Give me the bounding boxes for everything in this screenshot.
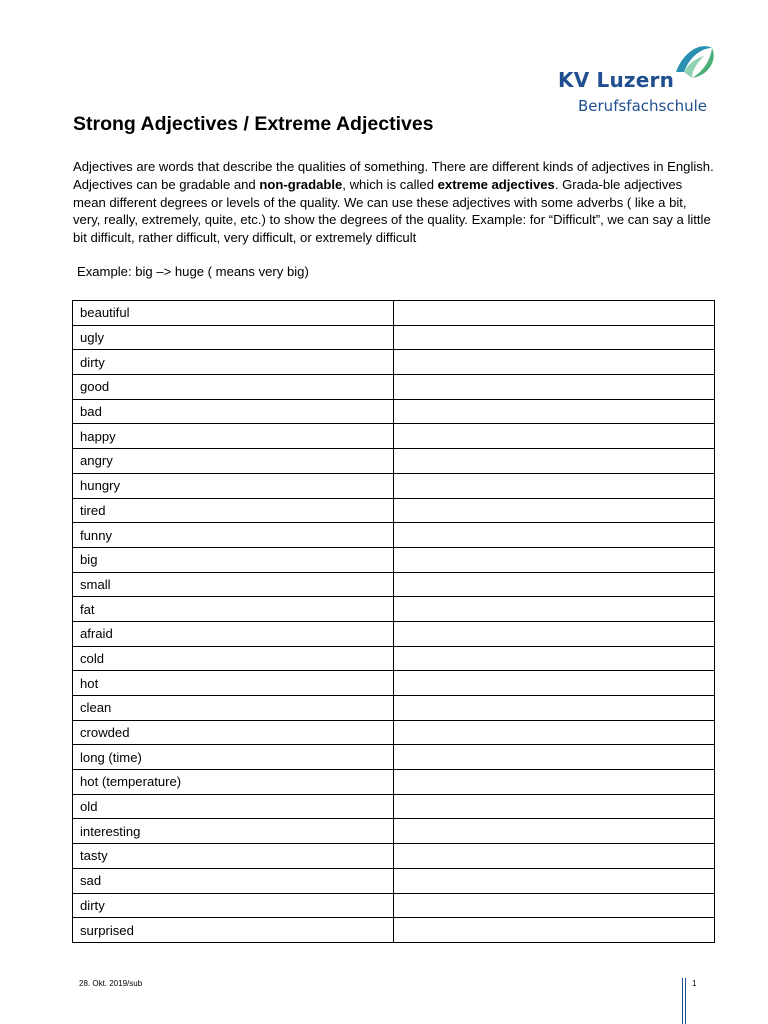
document-title: Strong Adjectives / Extreme Adjectives (73, 113, 434, 135)
adjective-cell: hot (temperature) (73, 770, 394, 795)
answer-cell (394, 745, 715, 770)
answer-cell (394, 449, 715, 474)
footer-divider (682, 978, 686, 1024)
logo-name: KV Luzern (558, 68, 675, 92)
answer-cell (394, 868, 715, 893)
adjective-cell: happy (73, 424, 394, 449)
adjectives-table (72, 300, 715, 943)
table-row (73, 449, 715, 474)
answer-cell (394, 720, 715, 745)
table-row (73, 399, 715, 424)
answer-cell (394, 844, 715, 869)
table-row (73, 696, 715, 721)
table-row (73, 375, 715, 400)
table-row (73, 844, 715, 869)
adjective-cell: funny (73, 523, 394, 548)
table-row (73, 523, 715, 548)
table-row (73, 325, 715, 350)
intro-bold-non-gradable: non-gradable (259, 176, 343, 192)
answer-cell (394, 794, 715, 819)
intro-text-1: Adjectives are words that describe the qualities of something. There are different kinds of adjectives in English. Adjectives can be gradable and (73, 159, 714, 192)
answer-cell (394, 473, 715, 498)
adjective-cell: big (73, 547, 394, 572)
adjective-cell: good (73, 375, 394, 400)
adjective-cell: afraid (73, 621, 394, 646)
table-row (73, 498, 715, 523)
adjective-cell: beautiful (73, 301, 394, 326)
intro-text-3: . Grada-ble adjectives mean different degrees or levels of the quality. We can use these adjectives with some adverbs ( like a bit, very, really, extremely, quite, etc.) to show the degrees of the quality. Example: for “Difficult”, we can say a little bit difficult, rather difficult, very difficult, or extremely difficult (73, 176, 711, 246)
adjective-cell: long (time) (73, 745, 394, 770)
answer-cell (394, 325, 715, 350)
answer-cell (394, 301, 715, 326)
table-row (73, 301, 715, 326)
intro-bold-extreme-adjectives: extreme adjectives (437, 176, 555, 192)
table-row (73, 572, 715, 597)
example-line: Example: big –> huge ( means very big) (77, 264, 309, 279)
page-number: 1 (692, 979, 697, 988)
adjective-cell: dirty (73, 350, 394, 375)
adjective-cell: dirty (73, 893, 394, 918)
adjective-cell: bad (73, 399, 394, 424)
answer-cell (394, 671, 715, 696)
answer-cell (394, 646, 715, 671)
answer-cell (394, 918, 715, 943)
answer-cell (394, 770, 715, 795)
table-row (73, 350, 715, 375)
adjective-cell: small (73, 572, 394, 597)
answer-cell (394, 893, 715, 918)
logo-subtitle: Berufsfachschule (578, 97, 707, 115)
adjective-cell: crowded (73, 720, 394, 745)
table-row (73, 819, 715, 844)
footer-date: 28. Okt. 2019/sub (79, 979, 143, 988)
kv-luzern-logo-icon (672, 42, 716, 82)
adjective-cell: tasty (73, 844, 394, 869)
table-row (73, 547, 715, 572)
adjective-cell: angry (73, 449, 394, 474)
answer-cell (394, 498, 715, 523)
adjective-cell: clean (73, 696, 394, 721)
adjective-cell: fat (73, 597, 394, 622)
table-row (73, 424, 715, 449)
table-row (73, 918, 715, 943)
adjective-cell: old (73, 794, 394, 819)
table-row (73, 770, 715, 795)
answer-cell (394, 819, 715, 844)
answer-cell (394, 523, 715, 548)
answer-cell (394, 375, 715, 400)
adjective-cell: hot (73, 671, 394, 696)
table-row (73, 671, 715, 696)
table-row (73, 621, 715, 646)
answer-cell (394, 696, 715, 721)
table-row (73, 473, 715, 498)
intro-paragraph (73, 158, 715, 247)
table-row (73, 794, 715, 819)
adjective-cell: interesting (73, 819, 394, 844)
answer-cell (394, 572, 715, 597)
adjective-cell: tired (73, 498, 394, 523)
answer-cell (394, 597, 715, 622)
adjective-cell: cold (73, 646, 394, 671)
adjective-cell: ugly (73, 325, 394, 350)
answer-cell (394, 350, 715, 375)
adjectives-table-body (73, 301, 715, 943)
table-row (73, 720, 715, 745)
table-row (73, 893, 715, 918)
adjective-cell: sad (73, 868, 394, 893)
table-row (73, 646, 715, 671)
answer-cell (394, 621, 715, 646)
adjective-cell: surprised (73, 918, 394, 943)
answer-cell (394, 424, 715, 449)
school-logo (556, 42, 726, 118)
table-row (73, 597, 715, 622)
answer-cell (394, 399, 715, 424)
table-row (73, 868, 715, 893)
table-row (73, 745, 715, 770)
answer-cell (394, 547, 715, 572)
adjective-cell: hungry (73, 473, 394, 498)
intro-text-2: , which is called (342, 176, 438, 192)
